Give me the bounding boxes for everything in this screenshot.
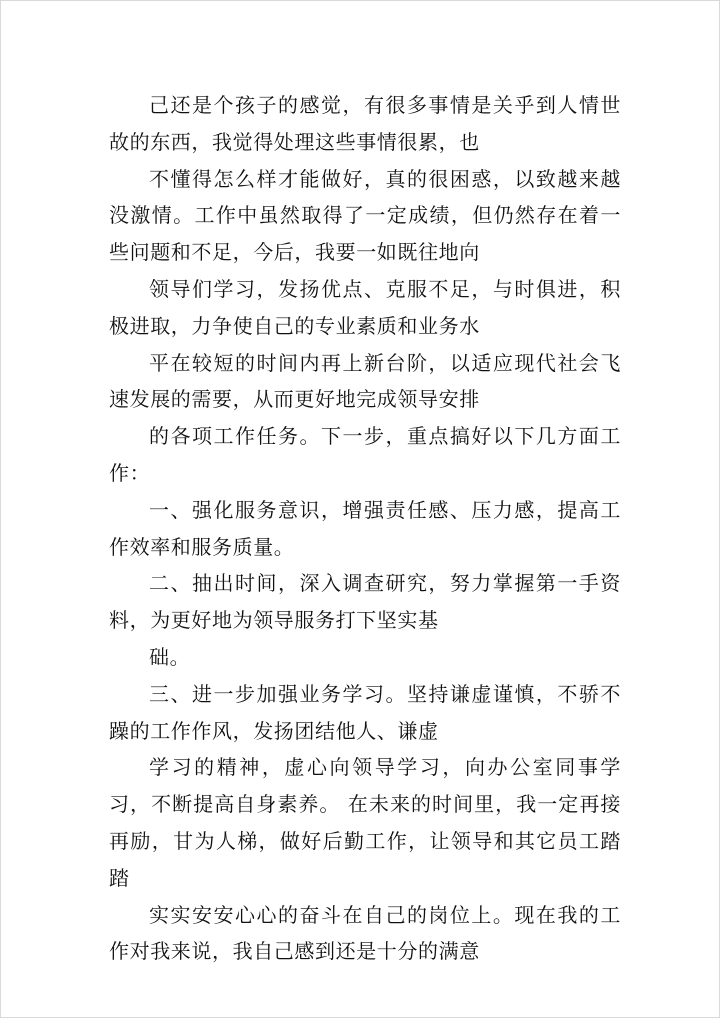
paragraph-2: 不懂得怎么样才能做好，真的很困惑，以致越来越没激情。工作中虽然取得了一定成绩，但仍然存在着一些问题和不足，今后，我要一如既往地向	[109, 166, 621, 265]
document-body	[109, 87, 621, 970]
paragraph-9: 三、进一步加强业务学习。坚持谦虚谨慎，不骄不躁的工作作风，发扬团结他人、谦虚	[109, 681, 621, 743]
paragraph-8: 础。	[149, 644, 191, 669]
paragraph-3: 领导们学习，发扬优点、克服不足，与时俱进，积极进取，力争使自己的专业素质和业务水	[109, 276, 621, 338]
paragraph-4: 平在较短的时间内再上新台阶，以适应现代社会飞速发展的需要，从而更好地完成领导安排	[109, 350, 621, 412]
paragraph-1: 己还是个孩子的感觉，有很多事情是关乎到人情世故的东西，我觉得处理这些事情很累，也	[109, 93, 621, 154]
paragraph-6: 一、强化服务意识，增强责任感、压力感，提高工作效率和服务质量。	[109, 497, 621, 559]
paragraph-10: 学习的精神，虚心向领导学习，向办公室同事学习，不断提高自身素养。 在未来的时间里，我一定再接再励，甘为人梯，做好后勤工作，让领导和其它员工踏踏	[109, 755, 621, 890]
paragraph-7: 二、抽出时间，深入调查研究，努力掌握第一手资料，为更好地为领导服务打下坚实基	[109, 571, 621, 633]
paragraph-5: 的各项工作任务。下一步，重点搞好以下几方面工作：	[109, 424, 621, 485]
paragraph-11: 实实安安心心的奋斗在自己的岗位上。现在我的工作对我来说，我自己感到还是十分的满意	[109, 902, 621, 964]
